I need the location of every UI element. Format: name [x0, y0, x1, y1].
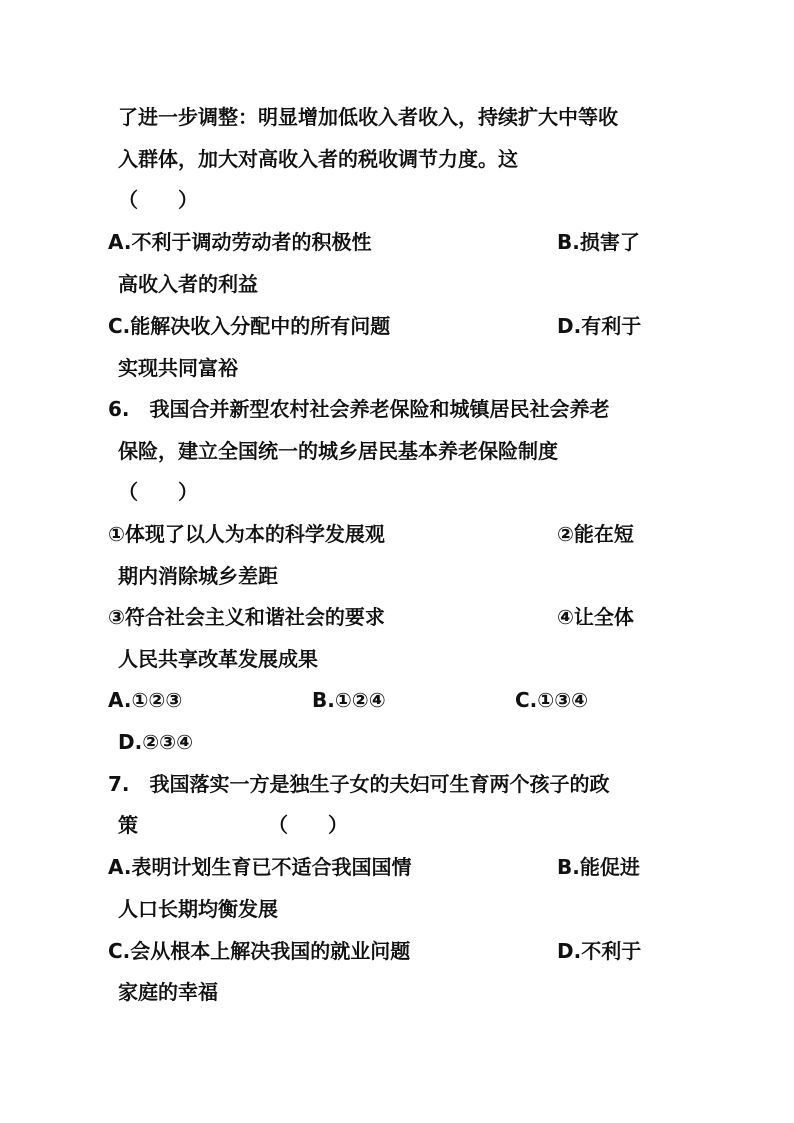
q5-option-b: B.损害了 [557, 230, 640, 254]
q6-item-3: ③符合社会主义和谐社会的要求 [108, 605, 385, 629]
q6-text-line2: 保险，建立全国统一的城乡居民基本养老保险制度 [118, 439, 558, 463]
q5-answer-blank: （ ） [118, 188, 198, 212]
q6-item-2-continued: 期内消除城乡差距 [118, 564, 278, 588]
q5-option-d: D.有利于 [557, 314, 642, 338]
q7-option-b: B.能促进 [557, 855, 640, 879]
q7-text-line2: 策 （ ） [118, 813, 348, 837]
q7-text-line1: 7. 我国落实一方是独生子女的夫妇可生育两个孩子的政 [108, 772, 610, 796]
q7-option-c: C.会从根本上解决我国的就业问题 [108, 939, 411, 963]
q6-option-a: A.①②③ [108, 688, 183, 712]
q6-item-1: ①体现了以人为本的科学发展观 [108, 522, 385, 546]
q6-item-4-continued: 人民共享改革发展成果 [118, 647, 318, 671]
q6-option-b: B.①②④ [312, 688, 386, 712]
q6-text-line1: 6. 我国合并新型农村社会养老保险和城镇居民社会养老 [108, 397, 610, 421]
q6-option-d: D.②③④ [118, 730, 193, 754]
q6-option-c: C.①③④ [515, 688, 589, 712]
q7-option-d-continued: 家庭的幸福 [118, 980, 218, 1004]
q5-option-c: C.能解决收入分配中的所有问题 [108, 314, 391, 338]
q5-option-b-continued: 高收入者的利益 [118, 272, 258, 296]
q5-text-line1: 了进一步调整：明显增加低收入者收入，持续扩大中等收 [118, 105, 618, 129]
q5-text-line2: 入群体，加大对高收入者的税收调节力度。这 [118, 147, 518, 171]
q5-option-a: A.不利于调动劳动者的积极性 [108, 230, 372, 254]
q6-answer-blank: （ ） [118, 480, 198, 504]
q7-option-a: A.表明计划生育已不适合我国国情 [108, 855, 412, 879]
q7-option-d: D.不利于 [557, 939, 642, 963]
q6-item-2: ②能在短 [557, 522, 634, 546]
q6-item-4: ④让全体 [557, 605, 634, 629]
q7-option-b-continued: 人口长期均衡发展 [118, 897, 278, 921]
q5-option-d-continued: 实现共同富裕 [118, 356, 238, 380]
